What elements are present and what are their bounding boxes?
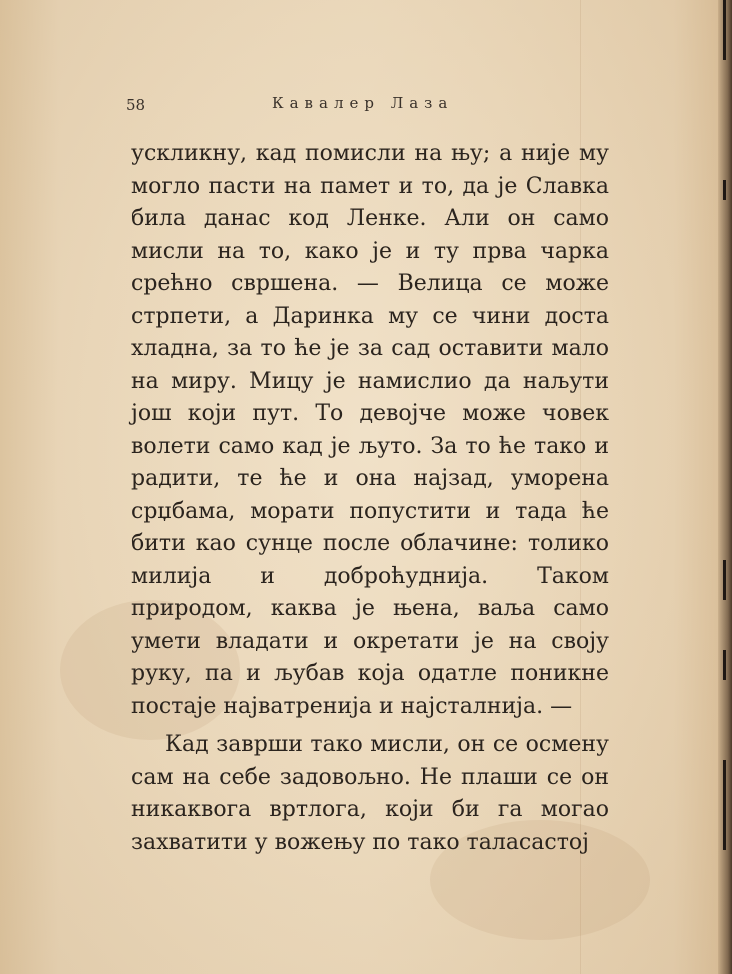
binding-mark <box>723 760 726 850</box>
binding-mark <box>723 180 726 200</box>
paragraph: Кад заврши тако мисли, он се осмену сам на себе задовољно. Не плаши се он никаквога вртлога, који би га могао захватити у вожењу по тако таласастој <box>131 732 609 855</box>
body-text <box>131 138 609 859</box>
running-title: Кавалер Лаза <box>272 94 454 112</box>
binding-mark <box>723 0 726 60</box>
binding-mark <box>723 650 726 680</box>
page-number: 58 <box>126 96 146 114</box>
binding-mark <box>723 560 726 600</box>
paragraph: ускликну, кад помисли на њу; а није му могло пасти на памет и то, да је Славка била данас код Ленке. Али он само мисли на то, како је и ту прва чарка срећно свршена. — Велица се може стрпети, а Даринка му се чини доста хладна, за то ће је за сад оставити мало на миру. Мицу је намислио да наљути још који пут. То девојче може човек волети само кад је љуто. За то ће тако и радити, те ће и она најзад, уморена срџбама, морати попустити и тада ће бити као сунце после облачине: толико милија и доброћуднија. Таком природом, каква је њена, ваља само умети владати и окретати је на своју руку, па и љубав која одатле поникне постаје најватренија и најсталнија. — <box>131 141 609 719</box>
page-header <box>126 96 606 120</box>
